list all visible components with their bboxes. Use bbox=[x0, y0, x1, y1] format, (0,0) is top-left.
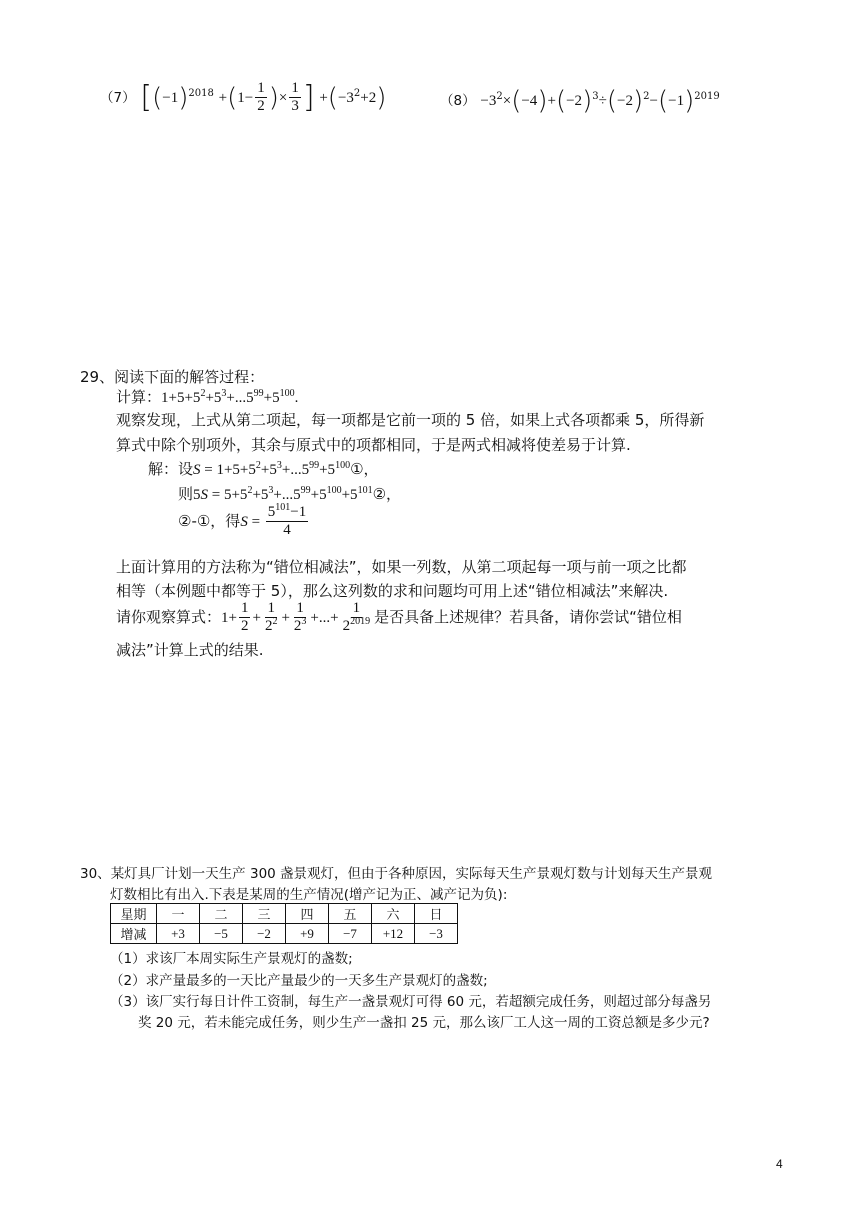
q29-description-1: 上面计算用的方法称为“错位相减法”，如果一列数，从第二项起每一项与前一项之比都 bbox=[116, 558, 687, 576]
q30-number: 30、 bbox=[80, 866, 111, 882]
table-cell: 六 bbox=[372, 904, 415, 924]
q29-ask-2: 减法”计算上式的结果. bbox=[116, 641, 264, 659]
table-row bbox=[111, 924, 458, 944]
q29-heading bbox=[80, 366, 264, 387]
table-cell: 二 bbox=[200, 904, 243, 924]
table-row bbox=[111, 904, 458, 924]
q30-line-1: 30、某灯具厂计划一天生产 300 盏景观灯，但由于各种原因，实际每天生产景观灯数与计划每天生产景观 bbox=[80, 866, 713, 882]
problem-7-label: （7） bbox=[100, 89, 136, 106]
table-cell: 一 bbox=[157, 904, 200, 924]
fraction-third: $\frac{1}{3}$ bbox=[291, 80, 299, 115]
table-cell: −2 bbox=[243, 924, 286, 944]
problem-8-label: （8） bbox=[440, 93, 476, 109]
q30-sub-3b: 奖 20 元，若未能完成任务，则少生产一盏扣 25 元，那么该厂工人这一周的工资总额是多少元? bbox=[138, 1015, 710, 1031]
q29-eq2: 则$5S = 5+5^2+5^3+...5^{99}+5^{100}+5^{101}②$， bbox=[178, 485, 402, 503]
q29-title: 阅读下面的解答过程： bbox=[114, 368, 265, 386]
page-number: 4 bbox=[776, 1157, 783, 1171]
q29-eq1: 解：设$S = 1+5+5^2+5^3+...5^{99}+5^{100}①$， bbox=[148, 460, 379, 478]
table-cell: +3 bbox=[157, 924, 200, 944]
q29-calc: 计算：$1+5+5^2+5^3+...5^{99}+5^{100}$. bbox=[116, 388, 299, 406]
q30-line-2: 灯数相比有出入.下表是某周的生产情况(增产记为正、减产记为负): bbox=[110, 887, 508, 903]
table-cell: +9 bbox=[286, 924, 329, 944]
problem-7: （7） [$(-1)^{2018} +(1-$ $\frac{1}{2}$ )× $\frac{1}{3}$ ] $+(-3^2+2)$ bbox=[100, 79, 387, 115]
table-cell: −3 bbox=[415, 924, 458, 944]
table-cell: +12 bbox=[372, 924, 415, 944]
q29-description-2: 相等（本例题中都等于 5），那么这列数的求和问题均可用上述“错位相减法”来解决. bbox=[116, 582, 669, 600]
q29-ask: 请你观察算式：1+ $\frac{1}{2}$ + $\frac{1}{2^2}$ + $\frac{1}{2^3}$ +...+ $\frac{1}{2^{2019}}$ 是否具备上述规律？若具备，请你尝试“错位相 bbox=[116, 600, 682, 635]
table-header-label: 星期 bbox=[111, 904, 157, 924]
result-fraction: $\frac{5^{101}-1}{4}$ bbox=[267, 502, 307, 539]
table-cell: −7 bbox=[329, 924, 372, 944]
q29-observation-1: 观察发现，上式从第二项起，每一项都是它前一项的 5 倍，如果上式各项都乘 5，所得新 bbox=[116, 411, 705, 429]
table-row-label: 增减 bbox=[111, 924, 157, 944]
table-cell: 日 bbox=[415, 904, 458, 924]
production-table bbox=[110, 903, 458, 944]
q30-sub-3a: （3）该厂实行每日计件工资制，每生产一盏景观灯可得 60 元，若超额完成任务，则超过部分每盏另 bbox=[110, 994, 712, 1010]
q29-eq3: ②-①，得S = $\frac{5^{101}-1}{4}$ bbox=[178, 502, 307, 539]
q29-observation-2: 算式中除个别项外，其余与原式中的项都相同，于是两式相减将使差易于计算. bbox=[116, 436, 631, 454]
q30-sub-1: （1）求该厂本周实际生产景观灯的盏数; bbox=[110, 951, 353, 967]
q29-number: 29、 bbox=[80, 368, 115, 386]
table-cell: 四 bbox=[286, 904, 329, 924]
table-cell: 五 bbox=[329, 904, 372, 924]
problem-8: $(8) -3^2\times(-4)+(-2)^3\div(-2)^2-(-1)^{2019}$ bbox=[440, 86, 720, 116]
table-cell: 三 bbox=[243, 904, 286, 924]
fraction-half: $\frac{1}{2}$ bbox=[257, 80, 265, 115]
table-cell: −5 bbox=[200, 924, 243, 944]
q30-sub-2: （2）求产量最多的一天比产量最少的一天多生产景观灯的盏数; bbox=[110, 973, 488, 989]
